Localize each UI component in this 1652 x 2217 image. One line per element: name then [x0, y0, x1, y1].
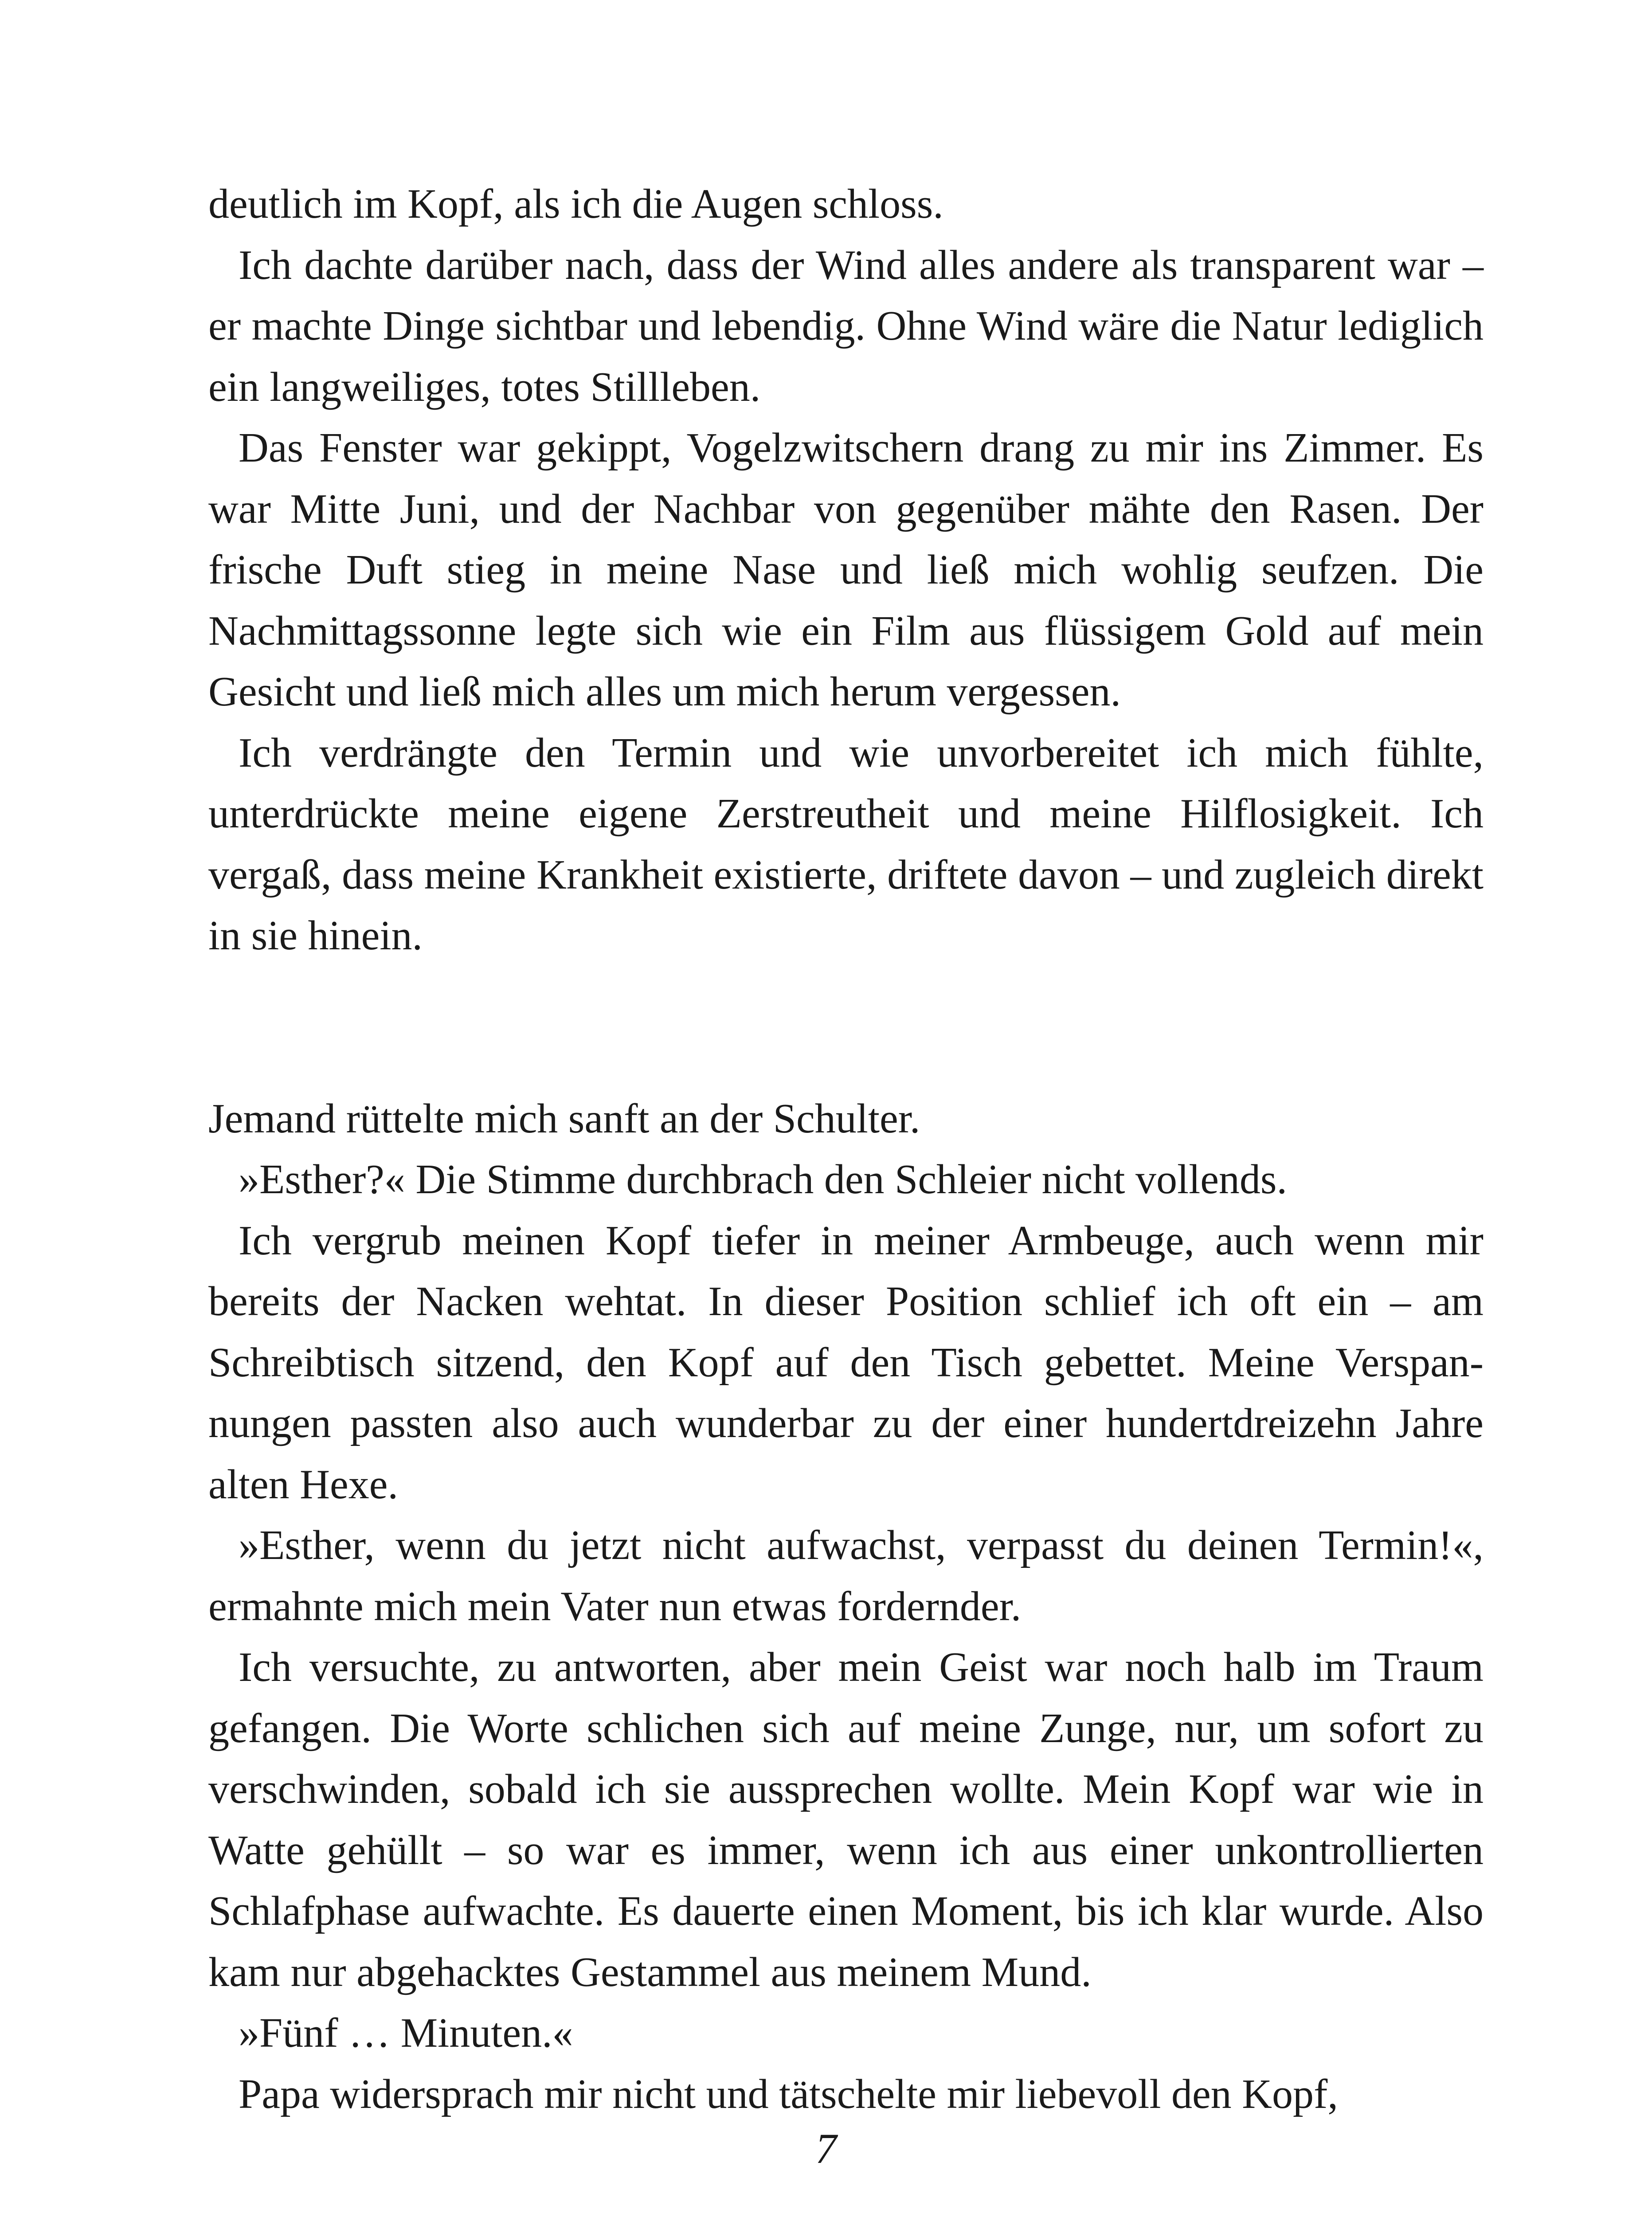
- paragraph: deutlich im Kopf, als ich die Augen schloss.: [208, 181, 943, 227]
- paragraph: Jemand rüttelte mich sanft an der Schulter.: [208, 1095, 920, 1142]
- page-number: 7: [815, 2125, 837, 2172]
- paragraph: »Fünf … Minuten.«: [239, 2010, 573, 2056]
- paragraph: Ich vergrub meinen Kopf tiefer in meiner Armbeuge, auch wenn mir bereits der Nacken wehtat. In dieser Position schlief ich oft ein – am Schreibtisch sitzend, den Kopf auf den Tisch gebettet. Meine Verspannungen passten also auch wunderbar zu der einer hundertdreizehn Jahre alten Hexe.: [208, 1217, 1484, 1508]
- paragraph-last: Papa widersprach mir nicht und tätschelte mir liebevoll den Kopf,: [239, 2071, 1338, 2117]
- body-text: [208, 174, 1484, 2125]
- paragraph: Ich dachte darüber nach, dass der Wind alles andere als transparent war – er machte Dinge sichtbar und lebendig. Ohne Wind wäre die Natur lediglich ein langweiliges, totes Stillleben.: [208, 242, 1484, 410]
- paragraph: Ich versuchte, zu antworten, aber mein Geist war noch halb im Traum gefangen. Die Worte schlichen sich auf meine Zunge, nur, um sofort zu verschwinden, sobald ich sie aussprechen wollte. Mein Kopf war wie in Watte gehüllt – so war es immer, wenn ich aus einer unkontrollierten Schlafphase aufwachte. Es dauerte einen Moment, bis ich klar wurde. Also kam nur abgehacktes Gestammel aus meinem Mund.: [208, 1644, 1484, 1995]
- paragraph: Ich verdrängte den Termin und wie unvorbereitet ich mich fühlte, unterdrückte meine eigene Zerstreutheit und meine Hilflosigkeit. Ich vergaß, dass meine Krankheit existierte, driftete davon – und zugleich direkt in sie hinein.: [208, 729, 1484, 959]
- paragraph: Das Fenster war gekippt, Vogelzwitschern drang zu mir ins Zimmer. Es war Mitte Juni, und der Nachbar von gegenüber mähte den Rasen. Der frische Duft stieg in meine Nase und ließ mich wohlig seufzen. Die Nachmittagssonne legte sich wie ein Film aus flüssigem Gold auf mein Gesicht und ließ mich alles um mich herum vergessen.: [208, 425, 1484, 715]
- paragraph: »Esther, wenn du jetzt nicht aufwachst, verpasst du deinen Termin!«, ermahnte mich mein Vater nun etwas fordernder.: [208, 1522, 1484, 1629]
- paragraph: »Esther?« Die Stimme durchbrach den Schleier nicht vollends.: [239, 1156, 1288, 1203]
